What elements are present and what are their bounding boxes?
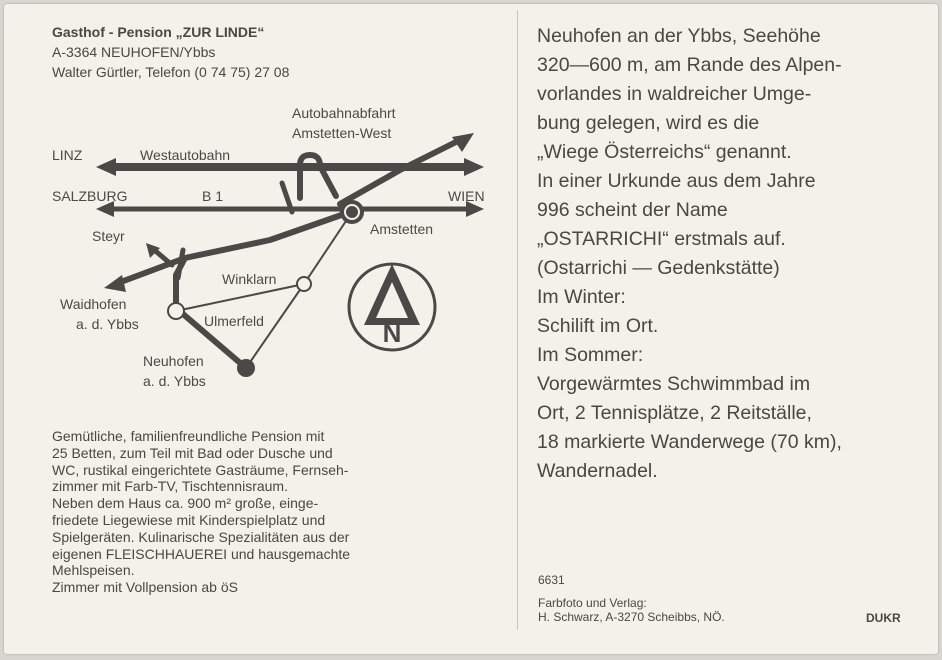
town-line: (Ostarrichi — Gedenkstätte) [537,257,780,279]
credit-line-2: H. Schwarz, A-3270 Scheibbs, NÖ. [538,610,725,624]
exit-ramp [300,155,336,198]
town-line: „Wiege Österreichs“ genannt. [537,141,792,163]
label-wien: WIEN [448,188,485,204]
description-line: friedete Liegewiese mit Kinderspielplatz und [52,511,326,528]
compass-icon [349,264,435,350]
label-linz: LINZ [52,147,83,163]
road-winklarn [176,284,304,311]
postcard-code: 6631 [538,573,565,587]
label-neuhofen-2: a. d. Ybbs [143,373,206,389]
arrow-southwest-icon [104,275,126,292]
town-line: Ort, 2 Tennisplätze, 2 Reitställe, [537,402,812,424]
publisher-credit [538,596,725,624]
label-ulmerfeld: Ulmerfeld [204,313,264,329]
label-steyr: Steyr [92,228,125,244]
town-line: 18 markierte Wanderwege (70 km), [537,431,842,453]
town-line: Im Sommer: [537,344,644,366]
description-line: 25 Betten, zum Teil mit Bad oder Dusche und [52,444,333,461]
town-line: Im Winter: [537,286,626,308]
town-line: „OSTARRICHI“ erstmals auf. [537,228,786,250]
label-exit-1: Autobahnabfahrt [292,105,396,121]
winklarn-node-icon [297,277,311,291]
pension-title: Gasthof - Pension „ZUR LINDE“ [52,24,265,40]
label-salzburg: SALZBURG [52,188,128,204]
description-line: Zimmer mit Vollpension ab öS [52,579,238,596]
label-waidhofen-2: a. d. Ybbs [76,316,139,332]
description-line: eigenen FLEISCHHAUEREI und hausgemachte [52,545,351,562]
town-line: 320—600 m, am Rande des Alpen- [537,54,842,76]
pension-description [52,428,472,596]
waidhofen-node-icon [168,303,184,319]
credit-line-1: Farbfoto und Verlag: [538,596,647,610]
description-line: zimmer mit Farb-TV, Tischtennisraum. [52,478,288,495]
description-line: WC, rustikal eingerichtete Gasträume, Fernseh- [52,461,349,478]
description-line: Spielgeräten. Kulinarische Spezialitäten aus der [52,528,350,545]
label-b1: B 1 [202,188,224,204]
label-waidhofen-1: Waidhofen [60,296,127,312]
town-line: Vorgewärmtes Schwimmbad im [537,373,811,395]
pension-address: A-3364 NEUHOFEN/Ybbs [52,44,216,60]
pension-contact: Walter Gürtler, Telefon (0 74 75) 27 08 [52,64,290,80]
description-line: Neben dem Haus ca. 900 m² große, einge- [52,495,319,512]
highway-to-wien [340,140,460,204]
town-description [537,22,922,486]
description-line: Mehlspeisen. [52,562,135,579]
description-line: Gemütliche, familienfreundliche Pension mit [52,428,325,444]
label-westautobahn: Westautobahn [140,147,231,163]
printer-mark: DUKR [866,611,901,625]
town-line: In einer Urkunde aus dem Jahre [537,170,816,192]
amstetten-node-icon [340,200,364,224]
label-amstetten: Amstetten [370,221,434,237]
label-neuhofen-1: Neuhofen [143,353,204,369]
town-line: vorlandes in waldreicher Umge- [537,83,812,105]
label-winklarn: Winklarn [222,271,277,287]
town-line: Wandernadel. [537,460,658,482]
town-line: 996 scheint der Name [537,199,728,221]
town-line: bung gelegen, wird es die [537,112,760,134]
compass-letter: N [382,318,402,348]
town-line: Schilift im Ort. [537,315,659,337]
town-line: Neuhofen an der Ybbs, Seehöhe [537,25,821,47]
arrow-east-icon [464,158,484,176]
label-exit-2: Amstetten-West [292,125,392,141]
neuhofen-node-icon [237,359,255,377]
arrow-linz-icon [96,158,116,176]
